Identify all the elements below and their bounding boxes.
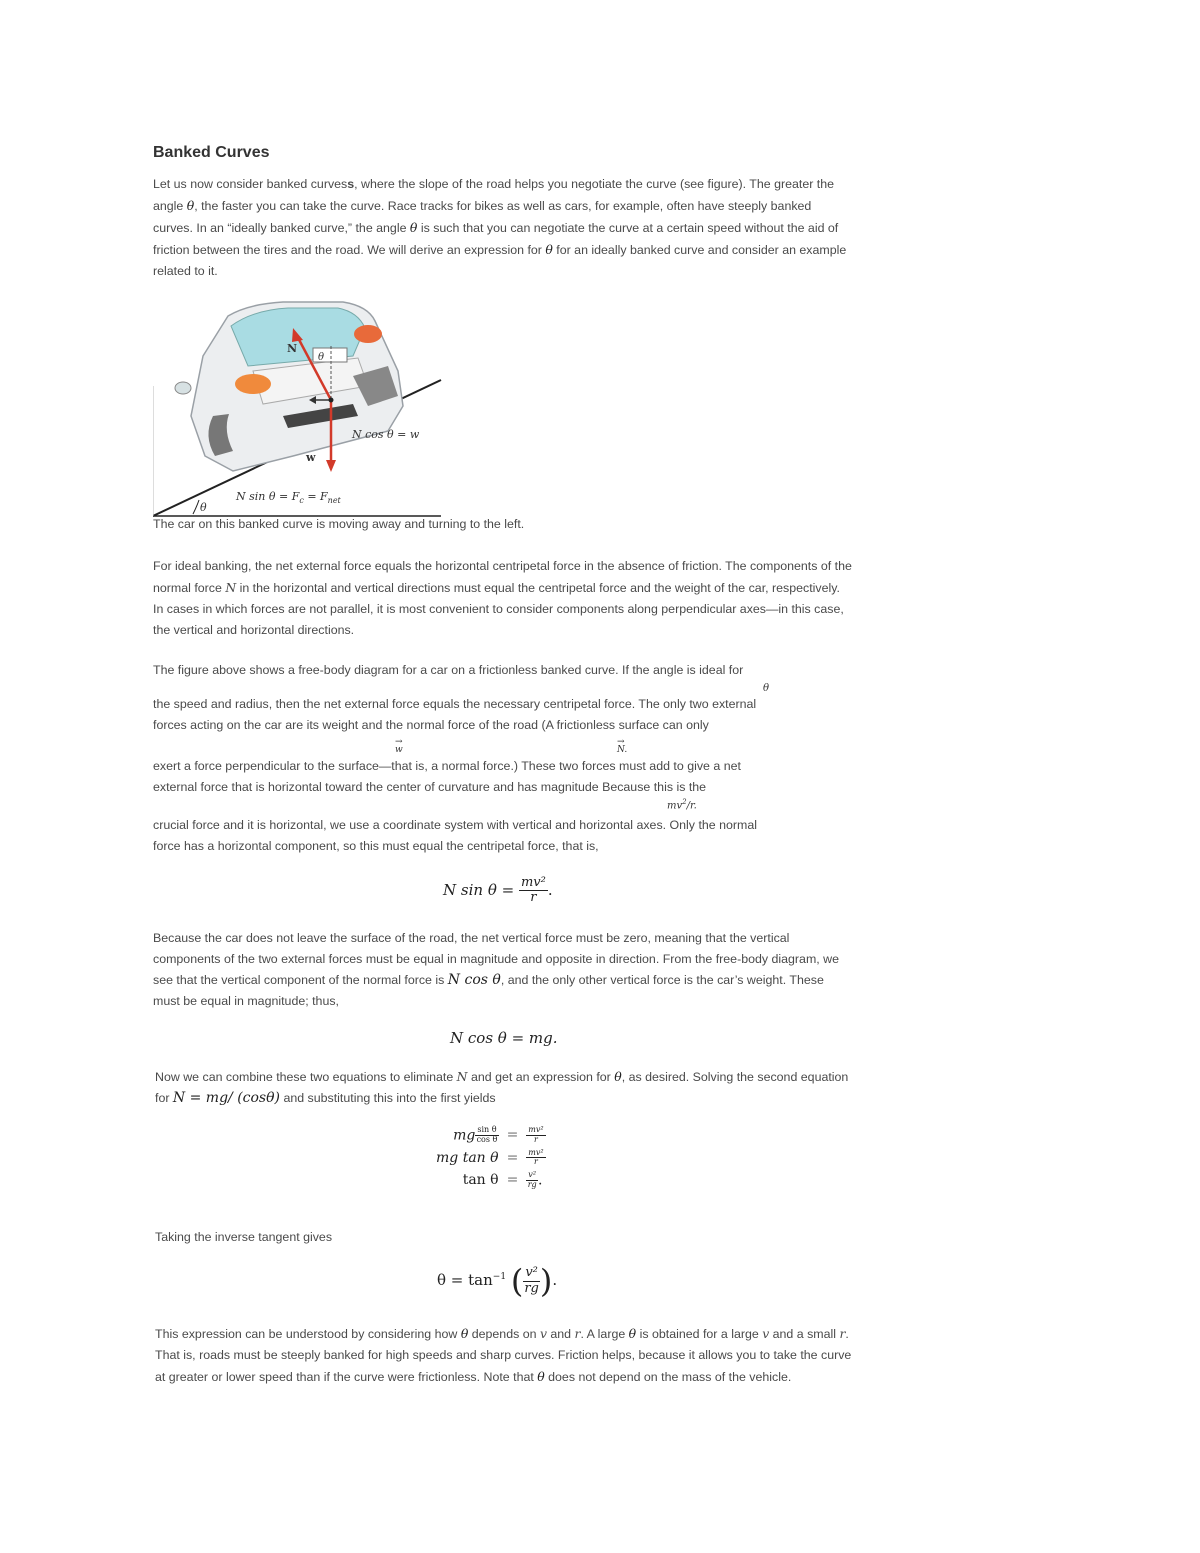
symbol-w-vector: → w [395, 737, 403, 755]
figure-label-ncos: N cos θ = w [352, 428, 420, 441]
paragraph-conclusion: This expression can be understood by considering how θ depends on v and r. A large θ is obtained for a large v and a small r. That is, roads must be steeply banked for high speeds and sharp curves. Friction helps, because it allows you to take the curve at greater or lower speed than if the curve were frictionless. Note that θ does not depend on the mass of the vehicle. [155, 1326, 852, 1384]
banked-curve-figure [153, 296, 453, 518]
paragraph-ideal-banking: For ideal banking, the net external force equals the horizontal centripetal force in the absence of friction. The components of the normal force N in the horizontal and vertical directions must equal the centripetal force and the weight of the car, respectively. In cases in which forces are not parallel, it is most convenient to consider components along perpendicular axes—in this case, the vertical and horizontal directions. [153, 559, 852, 637]
symbol-N-vector: → N. [617, 737, 628, 755]
figure-label-nsin: N $\sin \theta = F_c = F_{net}$ [236, 490, 341, 506]
equation-row-1: mg $\frac{\text{sin θ}}{\text{cos θ}}$ = $\frac{\text{mv²}}{r}$ [453, 1125, 544, 1144]
paragraph-inverse-tangent: Taking the inverse tangent gives [155, 1230, 333, 1244]
paragraph-free-body-line2: the speed and radius, then the net external force equals the necessary centripetal force. The only two external [153, 697, 757, 711]
page-title: Banked Curves [153, 144, 270, 161]
equation-nsin: N sin θ = $\frac{\text{mv²}}{r}$ . [443, 875, 553, 906]
intro-paragraph: Let us now consider banked curvess, where the slope of the road helps you negotiate the curve (see figure). The greater the angle θ, the faster you can take the curve. Race tracks for bikes as well as cars, for example, often have steeply banked curves. In an “ideally banked curve,” the angle θ is such that you can negotiate the curve at a certain speed without the aid of friction between the tires and the road. We will derive an expression for θ for an ideally banked curve and consider an example related to it. [153, 177, 847, 278]
figure-label-w: w [306, 451, 316, 464]
paragraph-free-body-line5: external force that is horizontal toward the center of curvature and has magnitude Because this is the [153, 780, 707, 794]
figure-caption: The car on this banked curve is moving away and turning to the left. [153, 517, 525, 531]
paragraph-vertical-force: Because the car does not leave the surface of the road, the net vertical force must be zero, meaning that the vertical components of the two external forces must be equal in magnitude and opposite in direction. From the free-body diagram, we see that the vertical component of the normal force is N cos θ, and the only other vertical force is the car’s weight. These must be equal in magnitude; thus, [153, 931, 839, 1008]
equation-theta: $\theta = \tan^{-1}$ ( $\frac{\text{v²}}{rg}$ ). [437, 1262, 558, 1300]
paragraph-free-body-line1: The figure above shows a free-body diagram for a car on a frictionless banked curve. If the angle is ideal for [153, 663, 744, 677]
paragraph-free-body-line4: exert a force perpendicular to the surface—that is, a normal force.) These two forces must add to give a net [153, 759, 741, 773]
paragraph-combine: Now we can combine these two equations to eliminate N and get an expression for θ, as desired. Solving the second equation for N = mg/ (cosθ) and substituting this into the first yields [155, 1069, 849, 1106]
figure-label-theta-top: θ [318, 352, 325, 363]
symbol-mv2-over-r: $mv^2/r$. [667, 798, 697, 812]
equation-row-3: tan θ = $\frac{\text{v²}}{rg}$ . [462, 1170, 543, 1189]
paragraph-free-body-line7: force has a horizontal component, so this must equal the centripetal force, that is, [153, 839, 599, 853]
symbol-theta: θ [763, 683, 770, 694]
paragraph-free-body-line6: crucial force and it is horizontal, we use a coordinate system with vertical and horizontal axes. Only the normal [153, 818, 757, 832]
equation-array [432, 1124, 550, 1192]
figure-label-N: N [287, 342, 298, 355]
figure-label-theta-bottom: θ [200, 501, 207, 514]
paragraph-free-body-line3: forces acting on the car are its weight and the normal force of the road (A frictionless surface can only [153, 718, 709, 732]
equation-row-2: mg tan θ = $\frac{\text{mv²}}{r}$ [436, 1147, 544, 1167]
equation-ncos: N cos θ = mg. [450, 1029, 558, 1047]
